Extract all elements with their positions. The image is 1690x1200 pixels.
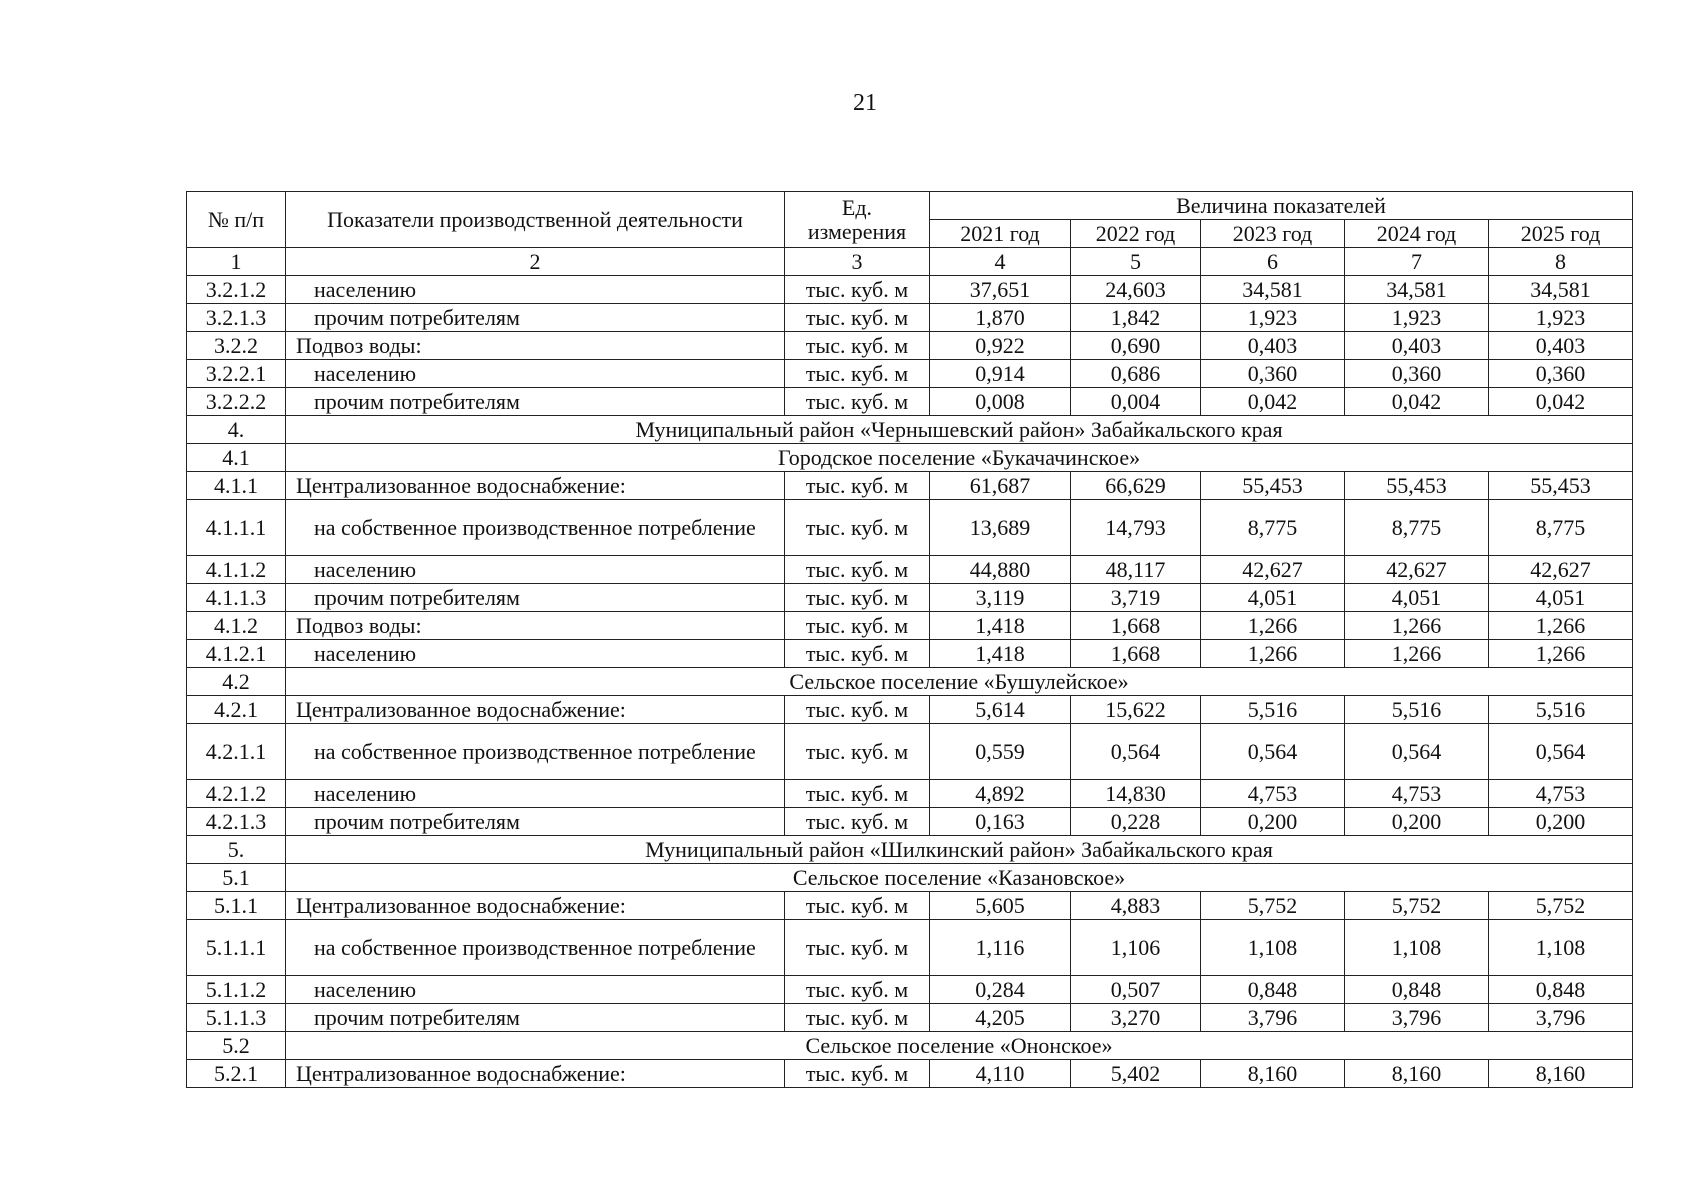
header-values-group: Величина показателей	[930, 192, 1633, 220]
unit-cell: тыс. куб. м	[785, 976, 930, 1004]
table-row	[187, 500, 1633, 556]
indicator-name: на собственное производственное потребление	[286, 724, 785, 780]
value-cell: 0,848	[1489, 976, 1633, 1004]
value-cell: 4,051	[1201, 584, 1345, 612]
header-year: 2025 год	[1489, 220, 1633, 248]
value-cell: 1,923	[1345, 304, 1489, 332]
value-cell: 1,266	[1345, 640, 1489, 668]
value-cell: 5,516	[1201, 696, 1345, 724]
value-cell: 1,266	[1201, 640, 1345, 668]
value-cell: 0,042	[1489, 388, 1633, 416]
value-cell: 24,603	[1071, 276, 1201, 304]
page-number: 21	[853, 90, 877, 116]
header-indicator: Показатели производственной деятельности	[286, 192, 785, 248]
value-cell: 0,564	[1201, 724, 1345, 780]
value-cell: 0,163	[930, 808, 1071, 836]
value-cell: 37,651	[930, 276, 1071, 304]
indicator-name: прочим потребителям	[286, 584, 785, 612]
value-cell: 0,403	[1345, 332, 1489, 360]
row-number: 4.1.1.3	[187, 584, 286, 612]
section-row	[187, 864, 1633, 892]
value-cell: 3,270	[1071, 1004, 1201, 1032]
row-number: 4.1.2.1	[187, 640, 286, 668]
value-cell: 3,796	[1201, 1004, 1345, 1032]
value-cell: 42,627	[1201, 556, 1345, 584]
value-cell: 4,883	[1071, 892, 1201, 920]
section-row	[187, 836, 1633, 864]
value-cell: 0,360	[1345, 360, 1489, 388]
row-number: 4.1.2	[187, 612, 286, 640]
value-cell: 1,668	[1071, 612, 1201, 640]
section-row	[187, 416, 1633, 444]
value-cell: 4,892	[930, 780, 1071, 808]
value-cell: 34,581	[1345, 276, 1489, 304]
value-cell: 0,200	[1489, 808, 1633, 836]
section-title: Сельское поселение «Казановское»	[286, 864, 1633, 892]
column-number: 4	[930, 248, 1071, 276]
row-number: 5.1	[187, 864, 286, 892]
row-number: 4.	[187, 416, 286, 444]
value-cell: 3,796	[1489, 1004, 1633, 1032]
indicator-name: Централизованное водоснабжение:	[286, 472, 785, 500]
value-cell: 1,106	[1071, 920, 1201, 976]
value-cell: 44,880	[930, 556, 1071, 584]
value-cell: 4,753	[1345, 780, 1489, 808]
unit-cell: тыс. куб. м	[785, 304, 930, 332]
table-row	[187, 360, 1633, 388]
section-title: Муниципальный район «Чернышевский район» Забайкальского края	[286, 416, 1633, 444]
section-title: Сельское поселение «Ононское»	[286, 1032, 1633, 1060]
value-cell: 1,923	[1489, 304, 1633, 332]
header-year: 2024 год	[1345, 220, 1489, 248]
indicator-name: на собственное производственное потребление	[286, 920, 785, 976]
unit-cell: тыс. куб. м	[785, 640, 930, 668]
indicator-name: прочим потребителям	[286, 808, 785, 836]
table-row	[187, 920, 1633, 976]
row-number: 5.1.1.3	[187, 1004, 286, 1032]
value-cell: 5,605	[930, 892, 1071, 920]
value-cell: 5,752	[1489, 892, 1633, 920]
value-cell: 0,848	[1345, 976, 1489, 1004]
value-cell: 66,629	[1071, 472, 1201, 500]
table-row	[187, 640, 1633, 668]
value-cell: 0,004	[1071, 388, 1201, 416]
column-number: 6	[1201, 248, 1345, 276]
unit-cell: тыс. куб. м	[785, 696, 930, 724]
value-cell: 4,051	[1345, 584, 1489, 612]
value-cell: 4,051	[1489, 584, 1633, 612]
value-cell: 5,614	[930, 696, 1071, 724]
indicator-name: Централизованное водоснабжение:	[286, 1060, 785, 1088]
value-cell: 0,507	[1071, 976, 1201, 1004]
table-row	[187, 276, 1633, 304]
value-cell: 1,842	[1071, 304, 1201, 332]
indicator-name: Подвоз воды:	[286, 612, 785, 640]
value-cell: 0,042	[1201, 388, 1345, 416]
row-number: 3.2.1.2	[187, 276, 286, 304]
row-number: 4.1.1	[187, 472, 286, 500]
row-number: 5.2.1	[187, 1060, 286, 1088]
value-cell: 4,205	[930, 1004, 1071, 1032]
column-number: 8	[1489, 248, 1633, 276]
table-row	[187, 780, 1633, 808]
value-cell: 61,687	[930, 472, 1071, 500]
unit-cell: тыс. куб. м	[785, 780, 930, 808]
unit-cell: тыс. куб. м	[785, 1060, 930, 1088]
value-cell: 0,564	[1071, 724, 1201, 780]
value-cell: 0,914	[930, 360, 1071, 388]
unit-cell: тыс. куб. м	[785, 556, 930, 584]
unit-cell: тыс. куб. м	[785, 920, 930, 976]
table-row	[187, 976, 1633, 1004]
header-year: 2022 год	[1071, 220, 1201, 248]
value-cell: 0,008	[930, 388, 1071, 416]
unit-cell: тыс. куб. м	[785, 332, 930, 360]
unit-cell: тыс. куб. м	[785, 892, 930, 920]
indicator-name: населению	[286, 360, 785, 388]
section-row	[187, 1032, 1633, 1060]
table-row	[187, 724, 1633, 780]
row-number: 3.2.2	[187, 332, 286, 360]
value-cell: 8,775	[1201, 500, 1345, 556]
unit-cell: тыс. куб. м	[785, 276, 930, 304]
section-title: Городское поселение «Букачачинское»	[286, 444, 1633, 472]
indicator-name: населению	[286, 976, 785, 1004]
unit-cell: тыс. куб. м	[785, 724, 930, 780]
value-cell: 1,116	[930, 920, 1071, 976]
value-cell: 0,686	[1071, 360, 1201, 388]
value-cell: 14,793	[1071, 500, 1201, 556]
value-cell: 0,200	[1345, 808, 1489, 836]
unit-cell: тыс. куб. м	[785, 472, 930, 500]
row-number: 4.2.1.1	[187, 724, 286, 780]
value-cell: 0,559	[930, 724, 1071, 780]
value-cell: 1,668	[1071, 640, 1201, 668]
table-row	[187, 584, 1633, 612]
indicators-table	[186, 191, 1633, 1088]
value-cell: 1,870	[930, 304, 1071, 332]
value-cell: 0,284	[930, 976, 1071, 1004]
value-cell: 1,266	[1489, 612, 1633, 640]
value-cell: 55,453	[1489, 472, 1633, 500]
value-cell: 5,752	[1345, 892, 1489, 920]
value-cell: 4,753	[1489, 780, 1633, 808]
value-cell: 3,119	[930, 584, 1071, 612]
section-row	[187, 668, 1633, 696]
section-title: Сельское поселение «Бушулейское»	[286, 668, 1633, 696]
table-row	[187, 892, 1633, 920]
value-cell: 5,516	[1489, 696, 1633, 724]
value-cell: 1,266	[1345, 612, 1489, 640]
header-year: 2021 год	[930, 220, 1071, 248]
value-cell: 34,581	[1201, 276, 1345, 304]
value-cell: 4,753	[1201, 780, 1345, 808]
value-cell: 42,627	[1345, 556, 1489, 584]
value-cell: 55,453	[1201, 472, 1345, 500]
value-cell: 1,108	[1489, 920, 1633, 976]
column-number: 5	[1071, 248, 1201, 276]
unit-cell: тыс. куб. м	[785, 500, 930, 556]
row-number: 4.2.1.2	[187, 780, 286, 808]
table-row	[187, 388, 1633, 416]
table-row	[187, 612, 1633, 640]
row-number: 3.2.2.1	[187, 360, 286, 388]
value-cell: 0,200	[1201, 808, 1345, 836]
indicator-name: населению	[286, 640, 785, 668]
header-num: № п/п	[187, 192, 286, 248]
row-number: 4.1.1.2	[187, 556, 286, 584]
value-cell: 8,160	[1201, 1060, 1345, 1088]
column-number: 7	[1345, 248, 1489, 276]
value-cell: 14,830	[1071, 780, 1201, 808]
value-cell: 3,719	[1071, 584, 1201, 612]
row-number: 4.1.1.1	[187, 500, 286, 556]
value-cell: 4,110	[930, 1060, 1071, 1088]
table-body	[187, 276, 1633, 1088]
table-row	[187, 332, 1633, 360]
unit-cell: тыс. куб. м	[785, 360, 930, 388]
row-number: 5.1.1	[187, 892, 286, 920]
column-number: 1	[187, 248, 286, 276]
column-number: 2	[286, 248, 785, 276]
indicator-name: населению	[286, 780, 785, 808]
value-cell: 1,108	[1201, 920, 1345, 976]
value-cell: 8,160	[1345, 1060, 1489, 1088]
value-cell: 0,360	[1489, 360, 1633, 388]
value-cell: 1,418	[930, 612, 1071, 640]
value-cell: 1,418	[930, 640, 1071, 668]
value-cell: 48,117	[1071, 556, 1201, 584]
indicator-name: населению	[286, 276, 785, 304]
row-number: 4.2	[187, 668, 286, 696]
value-cell: 34,581	[1489, 276, 1633, 304]
row-number: 3.2.2.2	[187, 388, 286, 416]
value-cell: 5,402	[1071, 1060, 1201, 1088]
value-cell: 0,042	[1345, 388, 1489, 416]
value-cell: 8,160	[1489, 1060, 1633, 1088]
indicator-name: прочим потребителям	[286, 1004, 785, 1032]
value-cell: 0,564	[1489, 724, 1633, 780]
indicator-name: прочим потребителям	[286, 304, 785, 332]
value-cell: 55,453	[1345, 472, 1489, 500]
value-cell: 8,775	[1489, 500, 1633, 556]
value-cell: 1,108	[1345, 920, 1489, 976]
table-row	[187, 556, 1633, 584]
row-number: 5.2	[187, 1032, 286, 1060]
indicator-name: Централизованное водоснабжение:	[286, 696, 785, 724]
table-row	[187, 808, 1633, 836]
table-row	[187, 1004, 1633, 1032]
table-row	[187, 1060, 1633, 1088]
table-row	[187, 472, 1633, 500]
header-unit: Ед. измерения	[785, 192, 930, 248]
row-number: 5.1.1.1	[187, 920, 286, 976]
unit-cell: тыс. куб. м	[785, 612, 930, 640]
indicator-name: на собственное производственное потребление	[286, 500, 785, 556]
value-cell: 13,689	[930, 500, 1071, 556]
indicator-name: Централизованное водоснабжение:	[286, 892, 785, 920]
value-cell: 3,796	[1345, 1004, 1489, 1032]
row-number: 5.1.1.2	[187, 976, 286, 1004]
value-cell: 0,690	[1071, 332, 1201, 360]
row-number: 4.2.1.3	[187, 808, 286, 836]
unit-cell: тыс. куб. м	[785, 584, 930, 612]
value-cell: 0,922	[930, 332, 1071, 360]
value-cell: 0,848	[1201, 976, 1345, 1004]
value-cell: 0,403	[1201, 332, 1345, 360]
value-cell: 0,564	[1345, 724, 1489, 780]
indicator-name: населению	[286, 556, 785, 584]
section-title: Муниципальный район «Шилкинский район» Забайкальского края	[286, 836, 1633, 864]
value-cell: 0,403	[1489, 332, 1633, 360]
value-cell: 1,266	[1489, 640, 1633, 668]
value-cell: 1,923	[1201, 304, 1345, 332]
value-cell: 15,622	[1071, 696, 1201, 724]
header-year: 2023 год	[1201, 220, 1345, 248]
row-number: 4.2.1	[187, 696, 286, 724]
table-row	[187, 696, 1633, 724]
section-row	[187, 444, 1633, 472]
value-cell: 1,266	[1201, 612, 1345, 640]
table-row	[187, 304, 1633, 332]
unit-cell: тыс. куб. м	[785, 808, 930, 836]
value-cell: 0,228	[1071, 808, 1201, 836]
value-cell: 5,752	[1201, 892, 1345, 920]
row-number: 3.2.1.3	[187, 304, 286, 332]
value-cell: 5,516	[1345, 696, 1489, 724]
value-cell: 8,775	[1345, 500, 1489, 556]
indicator-name: Подвоз воды:	[286, 332, 785, 360]
unit-cell: тыс. куб. м	[785, 1004, 930, 1032]
value-cell: 0,360	[1201, 360, 1345, 388]
value-cell: 42,627	[1489, 556, 1633, 584]
row-number: 4.1	[187, 444, 286, 472]
indicator-name: прочим потребителям	[286, 388, 785, 416]
unit-cell: тыс. куб. м	[785, 388, 930, 416]
column-number: 3	[785, 248, 930, 276]
row-number: 5.	[187, 836, 286, 864]
